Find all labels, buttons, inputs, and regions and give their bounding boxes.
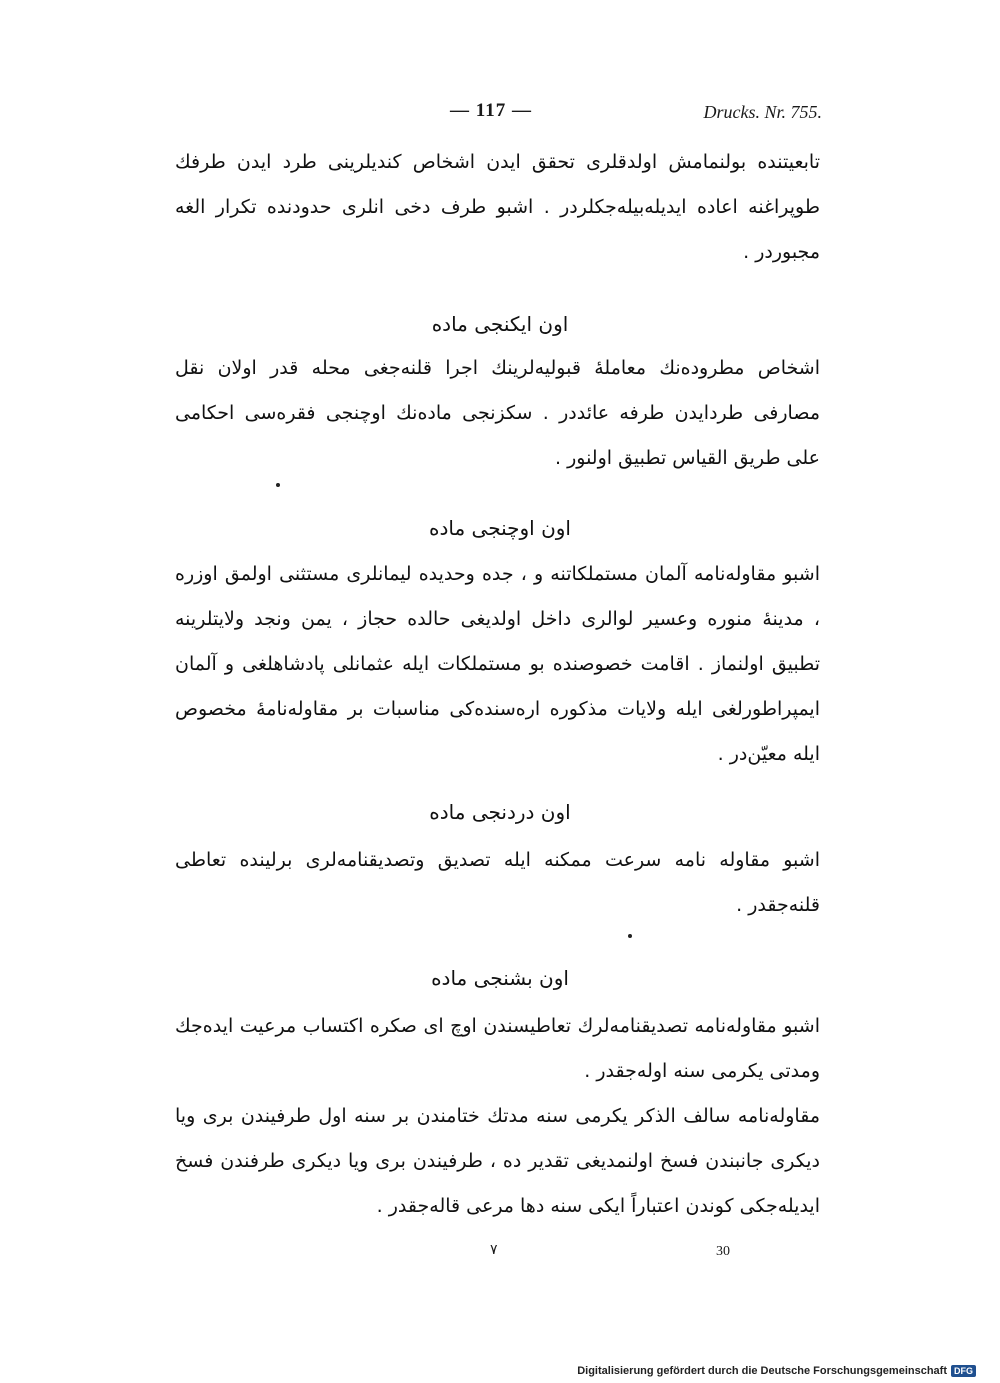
signature-marker: ٧ <box>490 1242 498 1258</box>
article-14-paragraph: اشبو مقاوله نامه سرعت ممکنه ایله تصدیق وتصدیقنامه‌لری برلینده تعاطی قلنه‌جقدر . <box>175 849 820 916</box>
decorative-dot <box>628 934 632 938</box>
article-13-paragraph: اشبو مقاوله‌نامه آلمان مستملکاتنه و ، جده وحدیده لیمانلری مستثنی اولمق اوزره ، مدینه‌ٔ منوره وعسیر لوالری داخل اولدیغی حالده حجاز ، یمن ونجد ولایتلرینه تطبیق اولنماز . اقامت خصوصنده بو مستملکات ایله عثمانلی پادشاهلغی و آلمان ایمپراطورلغی ایله ولایات مذکوره اره‌سنده‌کی مناسبات بر مقاوله‌نامه‌ٔ مخصوص ایله معیّن‌در . <box>175 563 820 765</box>
intro-paragraph: تابعیتنده بولنمامش اولدقلری تحقق ایدن اشخاص کندیلرینی طرد ایدن طرفك طوپراغنه اعاده ایدیله‌بیله‌جکلردر . اشبو طرف دخی انلری حدودنده تکرار الغه مجبوردر . <box>175 151 820 263</box>
decorative-dot <box>276 483 280 487</box>
article-15-heading: اون بشنجی ماده <box>431 966 569 990</box>
article-15-paragraph-2: مقاوله‌نامه سالف الذکر یکرمی سنه مدتك ختامندن بر سنه اول طرفیندن بری ویا دیکری جانبندن فسخ اولنمدیغی تقدیر ده ، طرفیندن بری ویا دیکری طرفندن فسخ ایدیله‌جکی کوندن اعتباراً ایکی سنه دها مرعی قاله‌جقدر . <box>175 1105 820 1217</box>
page-number: — 117 — <box>450 100 532 121</box>
article-12-heading: اون ایکنجی ماده <box>431 312 569 336</box>
print-reference: Drucks. Nr. 755. <box>703 102 822 122</box>
article-14-heading: اون دردنجی ماده <box>429 800 571 824</box>
article-12-paragraph: اشخاص مطرودەنك معامله‌ٔ قبولیه‌لرینك اجرا قلنه‌جغی محله قدر اولان نقل مصارفی طردایدن طرفه عائددر . سکزنجی ماده‌نك اوچنجی فقره‌سی احکامی علی طریق القیاس تطبیق اولنور . <box>175 357 820 469</box>
dfg-credit <box>577 1365 976 1377</box>
article-13-heading: اون اوچنجی ماده <box>428 516 571 540</box>
dfg-credit-text: Digitalisierung gefördert durch die Deutsche Forschungsgemeinschaft <box>577 1365 947 1377</box>
sheet-number: 30 <box>716 1244 730 1259</box>
dfg-logo-icon: DFG <box>951 1365 976 1377</box>
article-15-paragraph-1: اشبو مقاوله‌نامه تصدیقنامه‌لرك تعاطیسندن اوچ ای صکره اکتساب مرعیت ایده‌جك ومدتی یکرمی سنه اوله‌جقدر . <box>175 1015 820 1082</box>
